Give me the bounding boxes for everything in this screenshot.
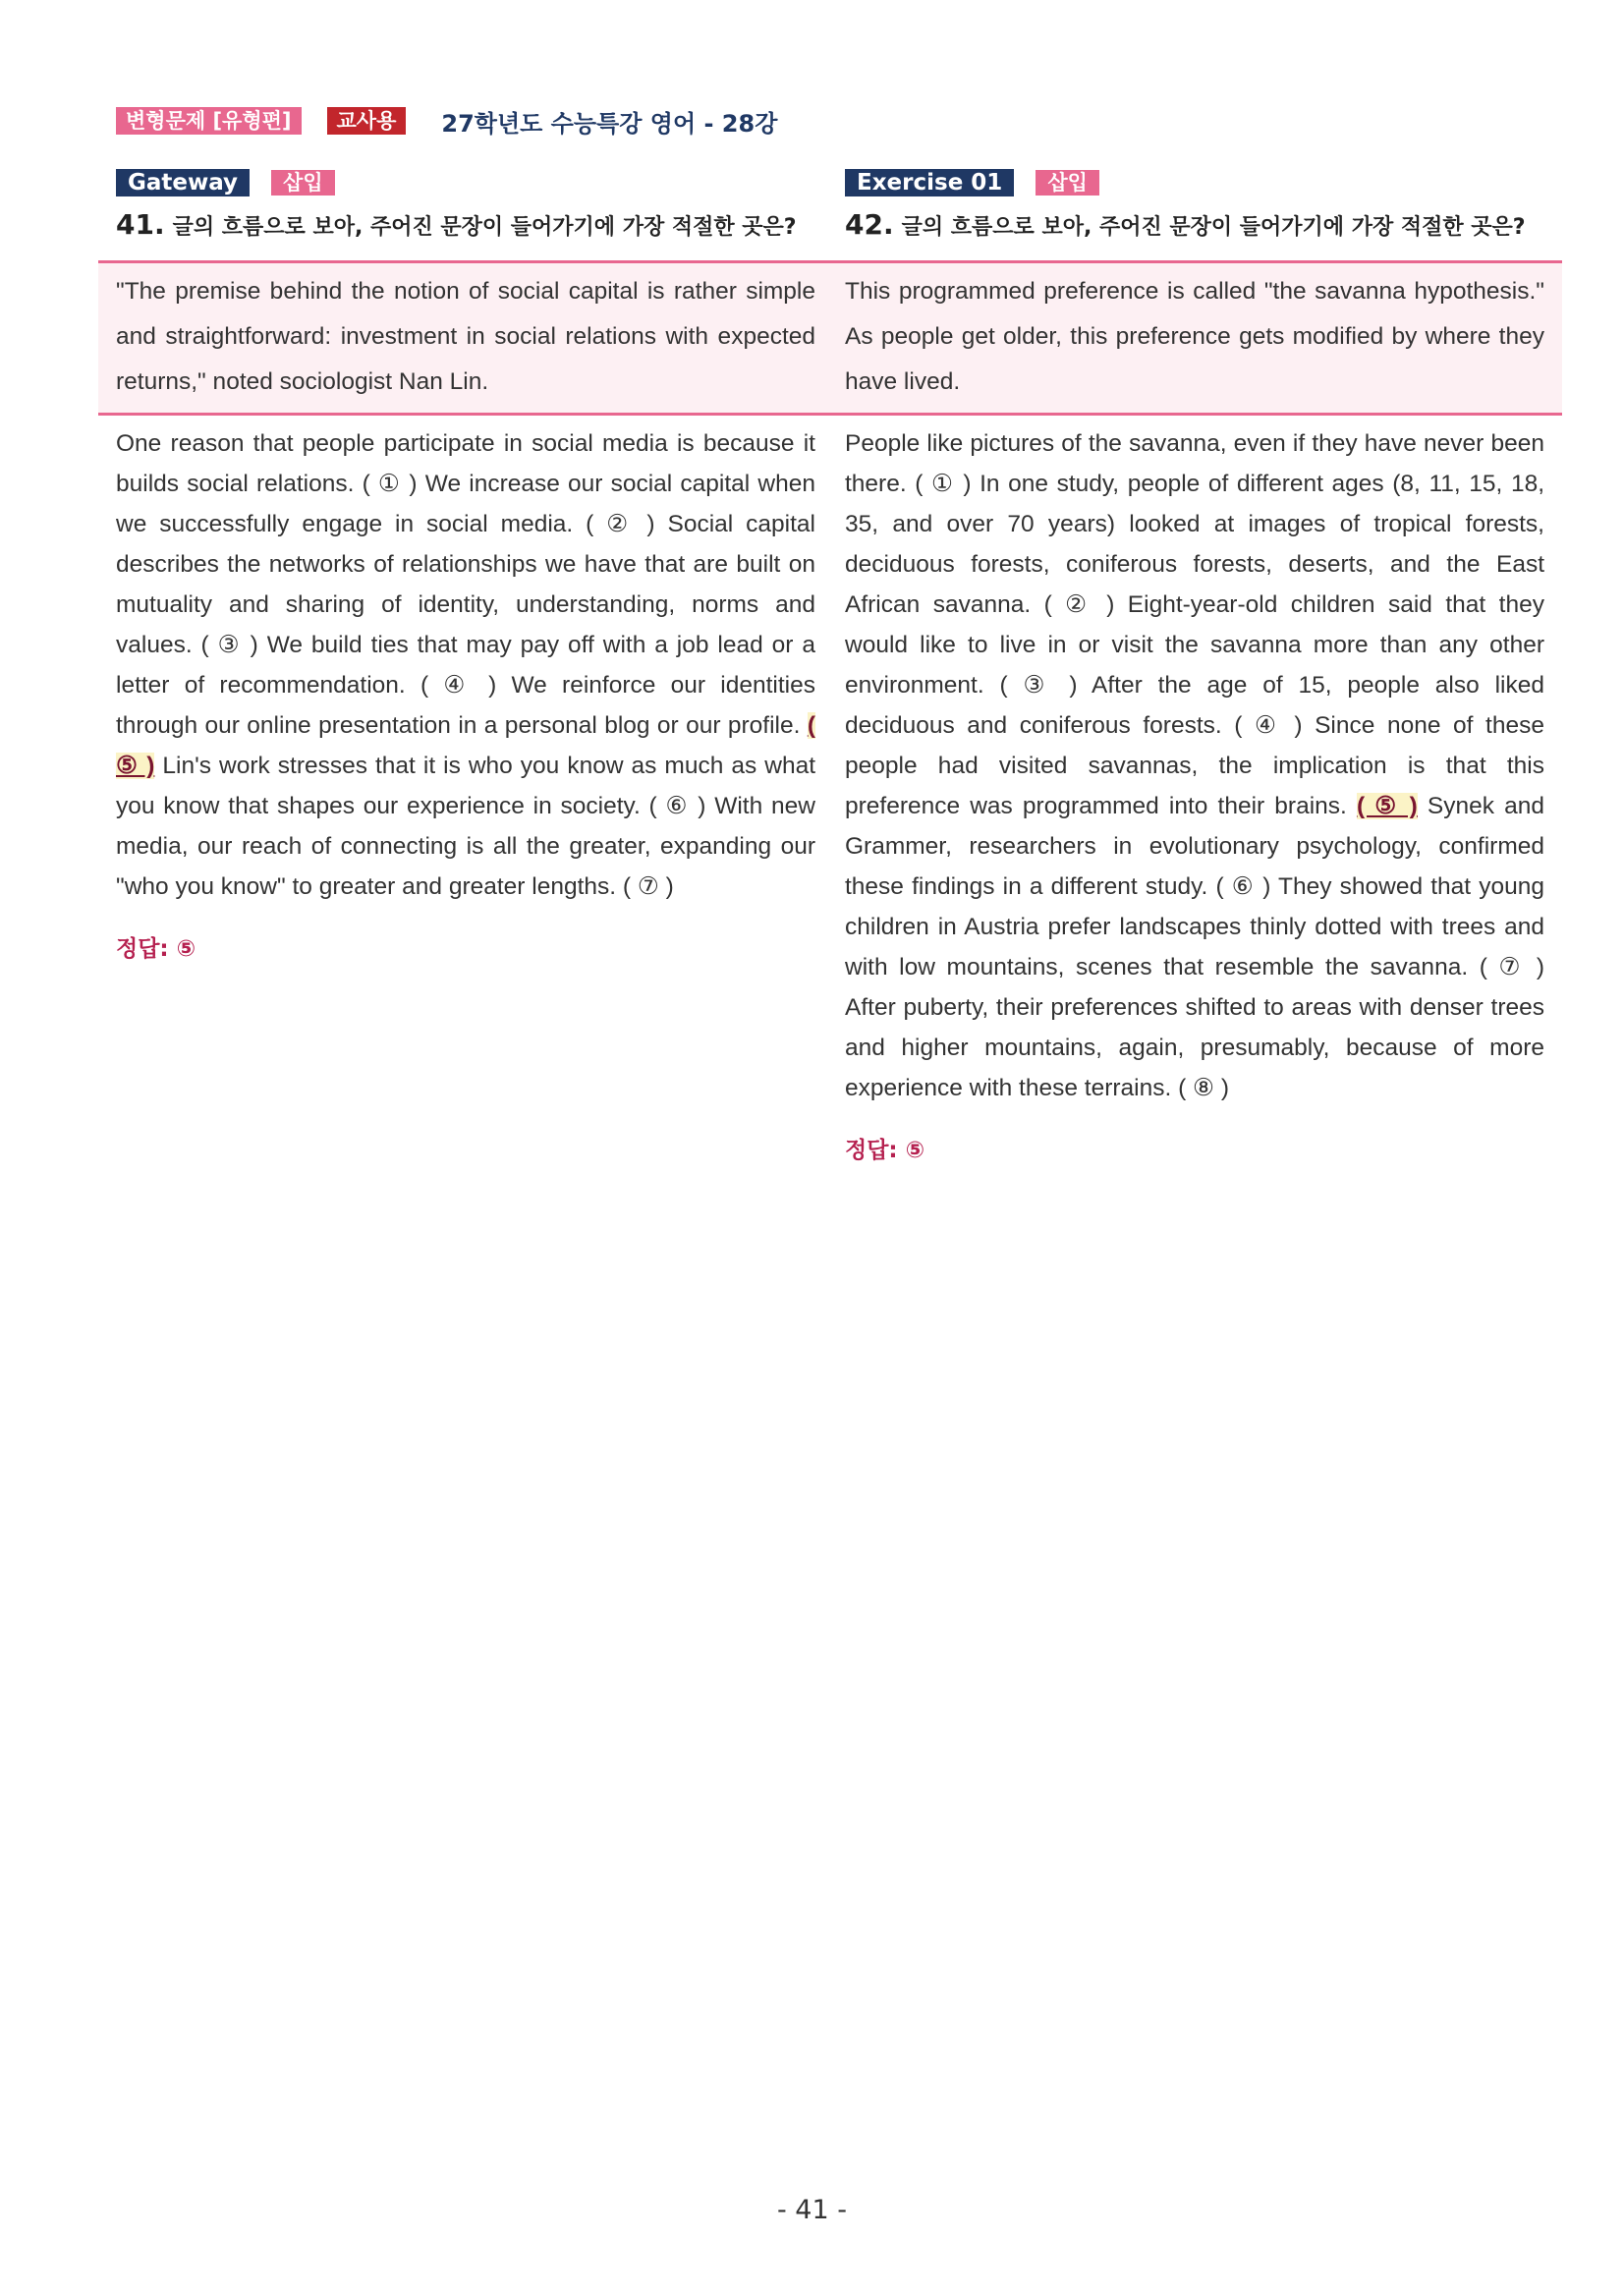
gateway-label: Gateway: [116, 169, 250, 196]
question-heading: [116, 206, 815, 247]
page-title: 27학년도 수능특강 영어 - 28강: [441, 109, 778, 138]
answer-position-mark: ( ⑤ ): [1356, 793, 1418, 819]
passage: [116, 423, 815, 907]
passage-part-2: Synek and Grammer, researchers in evolutionary psychology, confirmed these findings in a different study. ( ⑥ ) They showed that young children in Austria prefer landscapes thinly dotted with trees and with low mountains, scenes that resemble the savanna. ( ⑦ ) After puberty, their preferences shifted to areas with denser trees and higher mountains, again, presumably, because of more experience with these terrains. ( ⑧ ): [845, 793, 1544, 1101]
page-number: - 41 -: [776, 2195, 847, 2225]
question-number: 41.: [116, 208, 165, 241]
passage-part-2: Lin's work stresses that it is who you know as much as what you know that shapes our experience in society. ( ⑥ ) With new media, our reach of connecting is all the greater, expanding our "who you know" to greater and greater lengths. ( ⑦ ): [116, 753, 815, 900]
answer-position-mark: ( ⑤ ): [116, 712, 815, 779]
question-number: 42.: [845, 208, 894, 241]
insert-type-label: 삽입: [1036, 170, 1099, 196]
question-heading: [845, 206, 1544, 247]
passage: [845, 423, 1544, 1108]
right-label-row: [845, 169, 1544, 196]
teacher-tag: 교사용: [327, 107, 407, 135]
answer-key: 정답: ⑤: [116, 936, 196, 962]
answer-key: 정답: ⑤: [845, 1138, 925, 1163]
passage-part-1: One reason that people participate in social media is because it builds social relations. ( ① ) We increase our social capital when we successfully engage in social media. ( ② ) Social capital describes the networks of relationships we have that are built on mutuality and sharing of identity, understanding, norms and values. ( ③ ) We build ties that may pay off with a job lead or a letter of recommendation. ( ④ ) We reinforce our identities through our online presentation in a personal blog or our profile.: [116, 430, 815, 739]
left-label-row: [116, 169, 815, 196]
right-column: [845, 169, 1544, 1164]
category-tag: 변형문제 [유형편]: [116, 107, 302, 135]
left-column: [116, 169, 815, 963]
page-header: [116, 104, 777, 138]
exercise-label: Exercise 01: [845, 169, 1014, 196]
question-text: 글의 흐름으로 보아, 주어진 문장이 들어가기에 가장 적절한 곳은?: [901, 215, 1526, 240]
passage-part-1: People like pictures of the savanna, even if they have never been there. ( ① ) In one study, people of different ages (8, 11, 15, 18, 35, and over 70 years) looked at images of tropical forests, deciduous forests, coniferous forests, deserts, and the East African savanna. ( ② ) Eight-year-old children said that they would like to live in or visit the savanna more than any other environment. ( ③ ) After the age of 15, people also liked deciduous and coniferous forests. ( ④ ) Since none of these people had visited savannas, the implication is that this preference was programmed into their brains.: [845, 430, 1544, 819]
question-text: 글의 흐름으로 보아, 주어진 문장이 들어가기에 가장 적절한 곳은?: [172, 215, 797, 240]
insert-type-label: 삽입: [271, 170, 335, 196]
given-sentence-box: "The premise behind the notion of social capital is rather simple and straightforward: investment in social relations with expected returns," noted sociologist Nan Lin.: [98, 260, 833, 416]
given-sentence-box: This programmed preference is called "the savanna hypothesis." As people get older, this preference gets modified by where they have lived.: [827, 260, 1562, 416]
